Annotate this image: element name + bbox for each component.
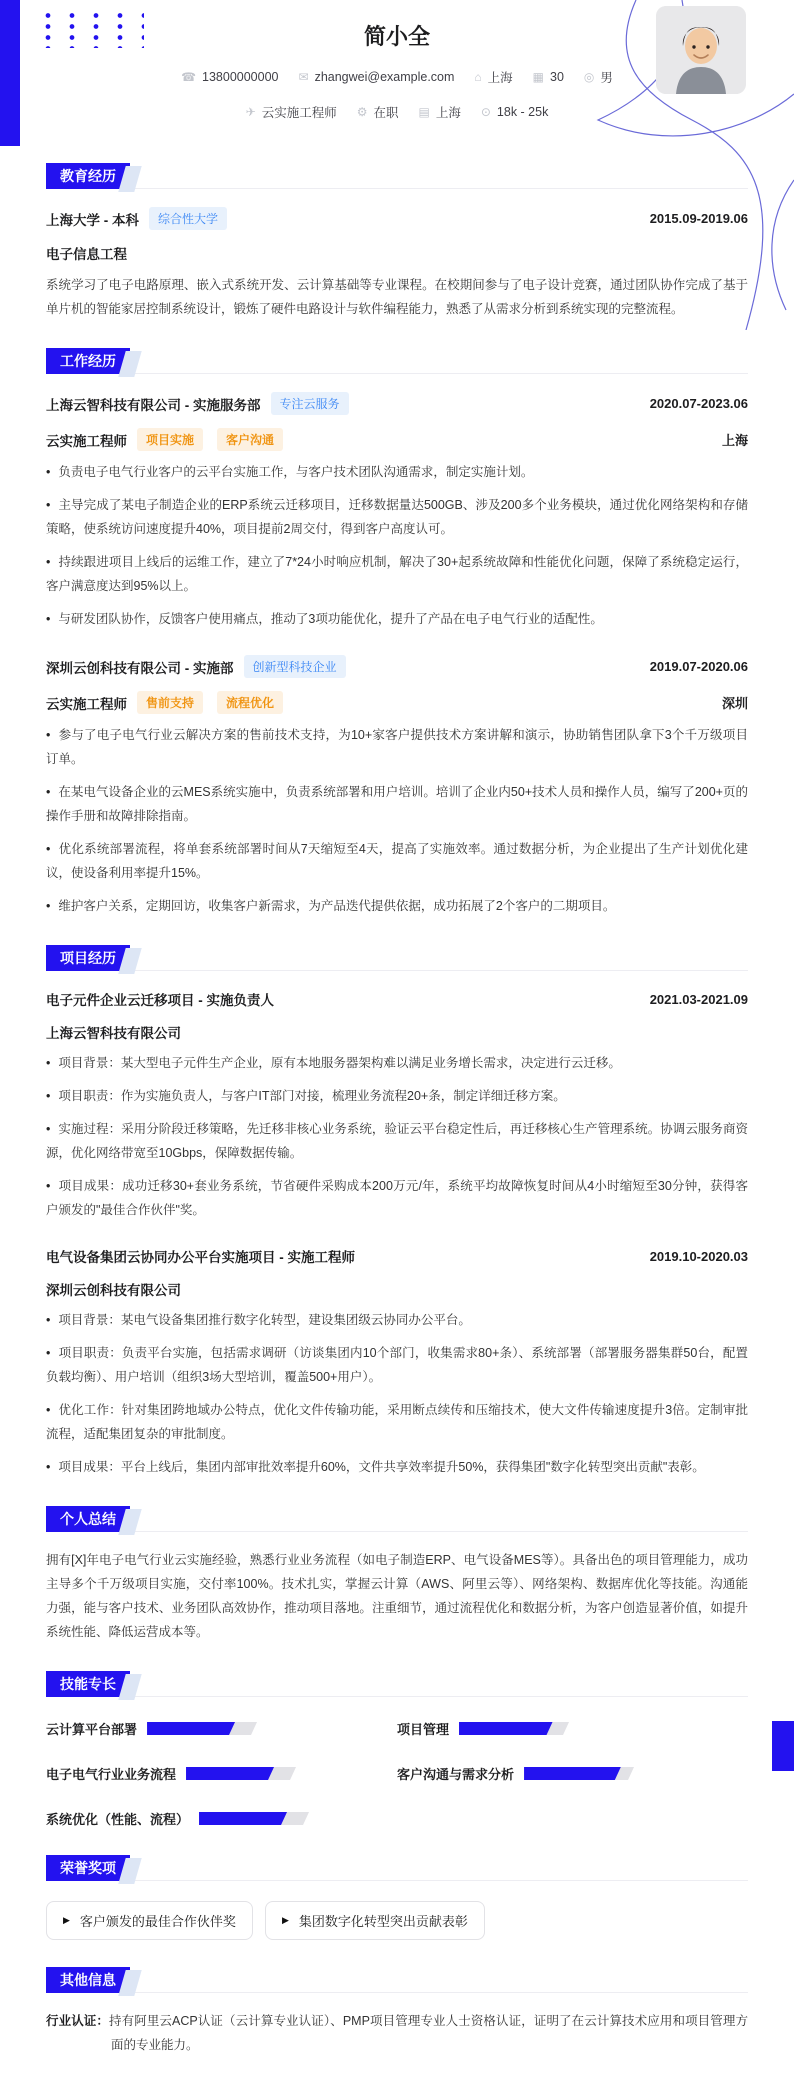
contact-phone xyxy=(181,70,278,84)
skill-label: 电子电气行业业务流程 xyxy=(46,1767,177,1782)
project-bullet: • 项目成果：平台上线后，集团内部审批效率提升60%，文件共享效率提升50%，获得集团"数字化转型突出贡献"表彰。 xyxy=(46,1460,705,1474)
triangle-icon: ▶ xyxy=(281,1915,289,1925)
section-summary xyxy=(46,1505,748,1644)
honor-label: 客户颁发的最佳合作伙伴奖 xyxy=(79,1914,236,1929)
intent-title xyxy=(246,103,337,121)
role-tag: 项目实施 xyxy=(137,428,203,451)
section-skills xyxy=(46,1670,748,1828)
section-title-honors: 荣誉奖项 xyxy=(46,1855,130,1881)
role-title: 云实施工程师 xyxy=(46,696,127,712)
school-badge: 综合性大学 xyxy=(149,207,227,230)
section-honors xyxy=(46,1854,748,1940)
honors-list xyxy=(46,1901,748,1940)
work-bullet: • 主导完成了某电子制造企业的ERP系统云迁移项目，迁移数据量达500GB、涉及200多个业务模块，通过优化网络架构和存储策略，使系统访问速度提升40%，项目提前2周交付，得到客户高度认可。 xyxy=(46,498,748,536)
triangle-icon: ▶ xyxy=(63,1915,70,1925)
email-value: zhangwei@example.com xyxy=(314,70,455,84)
honor-item xyxy=(265,1901,485,1940)
section-title-education: 教育经历 xyxy=(46,163,130,189)
work-bullet: • 优化系统部署流程，将单套系统部署时间从7天缩短至4天，提高了实施效率。通过数据分析，为企业提出了生产计划优化建议，使设备利用率提升15%。 xyxy=(46,842,748,880)
project-bullet: • 优化工作：针对集团跨地域办公特点，优化文件传输功能，采用断点续传和压缩技术，使大文件传输速度提升3倍。定制审批流程，适配集团复杂的审批制度。 xyxy=(46,1403,748,1441)
gear-icon: ⚙ xyxy=(356,105,368,119)
skill-label: 云计算平台部署 xyxy=(46,1722,138,1737)
contact-age xyxy=(533,70,564,84)
project-entry xyxy=(46,1246,748,1479)
phone-icon: ☎ xyxy=(181,70,197,84)
skill-item xyxy=(46,1719,397,1738)
company-badge: 创新型科技企业 xyxy=(244,655,346,678)
paper-plane-icon: ✈ xyxy=(245,105,256,119)
education-desc: 系统学习了电子电路原理、嵌入式系统开发、云计算基础等专业课程。在校期间参与了电子设计竞赛，通过团队协作完成了基于单片机的智能家居控制系统设计，锻炼了硬件电路设计与软件编程能力，熟悉了从需求分析到系统实现的完整流程。 xyxy=(46,278,748,316)
work-location: 上海 xyxy=(721,433,748,448)
intent-title-value: 云实施工程师 xyxy=(261,106,337,120)
project-name: 电子元件企业云迁移项目 - 实施负责人 xyxy=(46,993,274,1008)
section-header-honors xyxy=(46,1854,748,1881)
work-bullet: • 持续跟进项目上线后的运维工作，建立了7*24小时响应机制，解决了30+起系统故障和性能优化问题，保障了系统稳定运行，客户满意度达到95%以上。 xyxy=(46,555,748,593)
education-date: 2015.09-2019.06 xyxy=(649,211,748,226)
section-work xyxy=(46,347,748,918)
section-other xyxy=(46,1966,748,2057)
contact-email xyxy=(299,70,455,84)
intent-city-value: 上海 xyxy=(435,106,461,120)
skills-grid xyxy=(46,1719,748,1828)
work-entry xyxy=(46,655,748,918)
honor-label: 集团数字化转型突出贡献表彰 xyxy=(298,1914,468,1929)
avatar xyxy=(656,6,746,94)
skill-label: 项目管理 xyxy=(397,1722,450,1737)
work-bullet: • 负责电子电气行业客户的云平台实施工作，与客户技术团队沟通需求，制定实施计划。 xyxy=(46,465,534,479)
certification-label: 行业认证： xyxy=(46,2014,110,2028)
work-bullet: • 维护客户关系，定期回访，收集客户新需求，为产品迭代提供依据，成功拓展了2个客户的二期项目。 xyxy=(46,899,616,913)
project-name: 电气设备集团云协同办公平台实施项目 - 实施工程师 xyxy=(46,1250,355,1265)
gender-value: 男 xyxy=(600,71,613,85)
section-header-other xyxy=(46,1966,748,1993)
mail-icon: ✉ xyxy=(298,70,309,84)
skill-label: 系统优化（性能、流程） xyxy=(46,1812,190,1827)
project-bullet: • 实施过程：采用分阶段迁移策略，先迁移非核心业务系统，验证云平台稳定性后，再迁移核心生产管理系统。协调云服务商资源，优化网络带宽至10Gbps，保障数据传输。 xyxy=(46,1122,748,1160)
work-bullet: • 在某电气设备企业的云MES系统实施中，负责系统部署和用户培训。培训了企业内50+技术人员和操作人员，编写了200+页的操作手册和故障排除指南。 xyxy=(46,785,748,823)
skill-label: 客户沟通与需求分析 xyxy=(397,1767,515,1782)
certification-text: 行业认证：持有阿里云ACP认证（云计算专业认证）、PMP项目管理专业人士资格认证，证明了在云计算技术应用和项目管理方面的专业能力。 xyxy=(46,2014,748,2052)
company-name: 上海云智科技有限公司 - 实施服务部 xyxy=(46,397,261,413)
intent-salary-value: 18k - 25k xyxy=(496,105,549,119)
project-bullet: • 项目成果：成功迁移30+套业务系统，节省硬件采购成本200万元/年，系统平均故障恢复时间从4小时缩短至30分钟，获得客户颁发的"最佳合作伙伴"奖。 xyxy=(46,1179,748,1217)
project-bullet: • 项目职责：作为实施负责人，与客户IT部门对接，梳理业务流程20+条，制定详细迁移方案。 xyxy=(46,1089,566,1103)
project-entry xyxy=(46,989,748,1222)
project-company: 上海云智科技有限公司 xyxy=(46,1026,181,1041)
gender-icon: ◎ xyxy=(583,70,595,84)
role-tag: 流程优化 xyxy=(217,691,283,714)
section-header-work xyxy=(46,347,748,374)
section-title-work: 工作经历 xyxy=(46,348,130,374)
age-value: 30 xyxy=(550,70,564,84)
job-intent-row xyxy=(46,103,748,121)
section-projects xyxy=(46,944,748,1479)
section-title-summary: 个人总结 xyxy=(46,1506,130,1532)
project-date: 2019.10-2020.03 xyxy=(649,1248,748,1264)
education-entry xyxy=(46,207,748,321)
project-bullet: • 项目职责：负责平台实施，包括需求调研（访谈集团内10个部门，收集需求80+条）、系统部署（部署服务器集群50台，配置负载均衡）、用户培训（组织3场大型培训，覆盖500+用户）。 xyxy=(46,1346,748,1384)
work-date: 2020.07-2023.06 xyxy=(649,396,748,411)
contact-gender xyxy=(584,68,613,86)
skill-bar xyxy=(147,1722,257,1735)
avatar-illustration xyxy=(656,6,746,94)
school-name: 上海大学 - 本科 xyxy=(46,212,139,228)
section-title-other: 其他信息 xyxy=(46,1967,130,1993)
home-icon: ⌂ xyxy=(474,70,482,84)
project-date: 2021.03-2021.09 xyxy=(649,991,748,1007)
role-title: 云实施工程师 xyxy=(46,433,127,449)
summary-text: 拥有[X]年电子电气行业云实施经验，熟悉行业业务流程（如电子制造ERP、电气设备MES等）。具备出色的项目管理能力，成功主导多个千万级项目实施，交付率100%。技术扎实，掌握云计算（AWS、阿里云等）、网络架构、数据库优化等技能。沟通能力强，能与客户技术、业务团队高效协作，推动项目落地。注重细节，通过流程优化和数据分析，为客户创造显著价值，如提升系统性能、降低运营成本等。 xyxy=(46,1553,748,1639)
location-value: 上海 xyxy=(487,71,513,85)
work-bullet: • 与研发团队协作，反馈客户使用痛点，推动了3项功能优化，提升了产品在电子电气行业的适配性。 xyxy=(46,612,603,626)
role-tag: 售前支持 xyxy=(137,691,203,714)
skill-bar xyxy=(199,1812,309,1825)
project-bullet: • 项目背景：某电气设备集团推行数字化转型，建设集团级云协同办公平台。 xyxy=(46,1313,471,1327)
work-location: 深圳 xyxy=(721,696,748,711)
project-bullet: • 项目背景：某大型电子元件生产企业，原有本地服务器架构难以满足业务增长需求，决定进行云迁移。 xyxy=(46,1056,621,1070)
phone-value: 13800000000 xyxy=(202,70,279,84)
intent-salary xyxy=(481,105,548,119)
contact-row xyxy=(46,68,748,86)
major-name: 电子信息工程 xyxy=(46,247,127,262)
section-header-summary xyxy=(46,1505,748,1532)
work-entry xyxy=(46,392,748,631)
skill-item xyxy=(397,1764,748,1783)
section-header-projects xyxy=(46,944,748,971)
skill-item xyxy=(46,1764,397,1783)
section-header-education xyxy=(46,162,748,189)
company-name: 深圳云创科技有限公司 - 实施部 xyxy=(46,660,234,676)
coin-icon: ⊙ xyxy=(480,105,491,119)
contact-location xyxy=(474,68,512,86)
building-icon: ▤ xyxy=(418,105,430,119)
skill-bar xyxy=(459,1722,569,1735)
work-date: 2019.07-2020.06 xyxy=(649,659,748,674)
section-education xyxy=(46,162,748,321)
intent-status-value: 在职 xyxy=(373,106,399,120)
role-tag: 客户沟通 xyxy=(217,428,283,451)
skill-bar xyxy=(524,1767,634,1780)
section-header-skills xyxy=(46,1670,748,1697)
resume-header xyxy=(46,0,748,136)
section-title-skills: 技能专长 xyxy=(46,1671,130,1697)
project-company: 深圳云创科技有限公司 xyxy=(46,1283,181,1298)
company-badge: 专注云服务 xyxy=(271,392,349,415)
intent-city xyxy=(419,103,461,121)
work-bullet: • 参与了电子电气行业云解决方案的售前技术支持，为10+家客户提供技术方案讲解和演示，协助销售团队拿下3个千万级项目订单。 xyxy=(46,728,748,766)
calendar-icon: ▦ xyxy=(532,70,545,84)
skill-item xyxy=(397,1719,748,1738)
skill-item xyxy=(46,1809,397,1828)
honor-item xyxy=(46,1901,253,1940)
intent-status xyxy=(357,103,399,121)
skill-bar xyxy=(186,1767,296,1780)
section-title-projects: 项目经历 xyxy=(46,945,130,971)
candidate-name: 简小全 xyxy=(363,24,430,49)
